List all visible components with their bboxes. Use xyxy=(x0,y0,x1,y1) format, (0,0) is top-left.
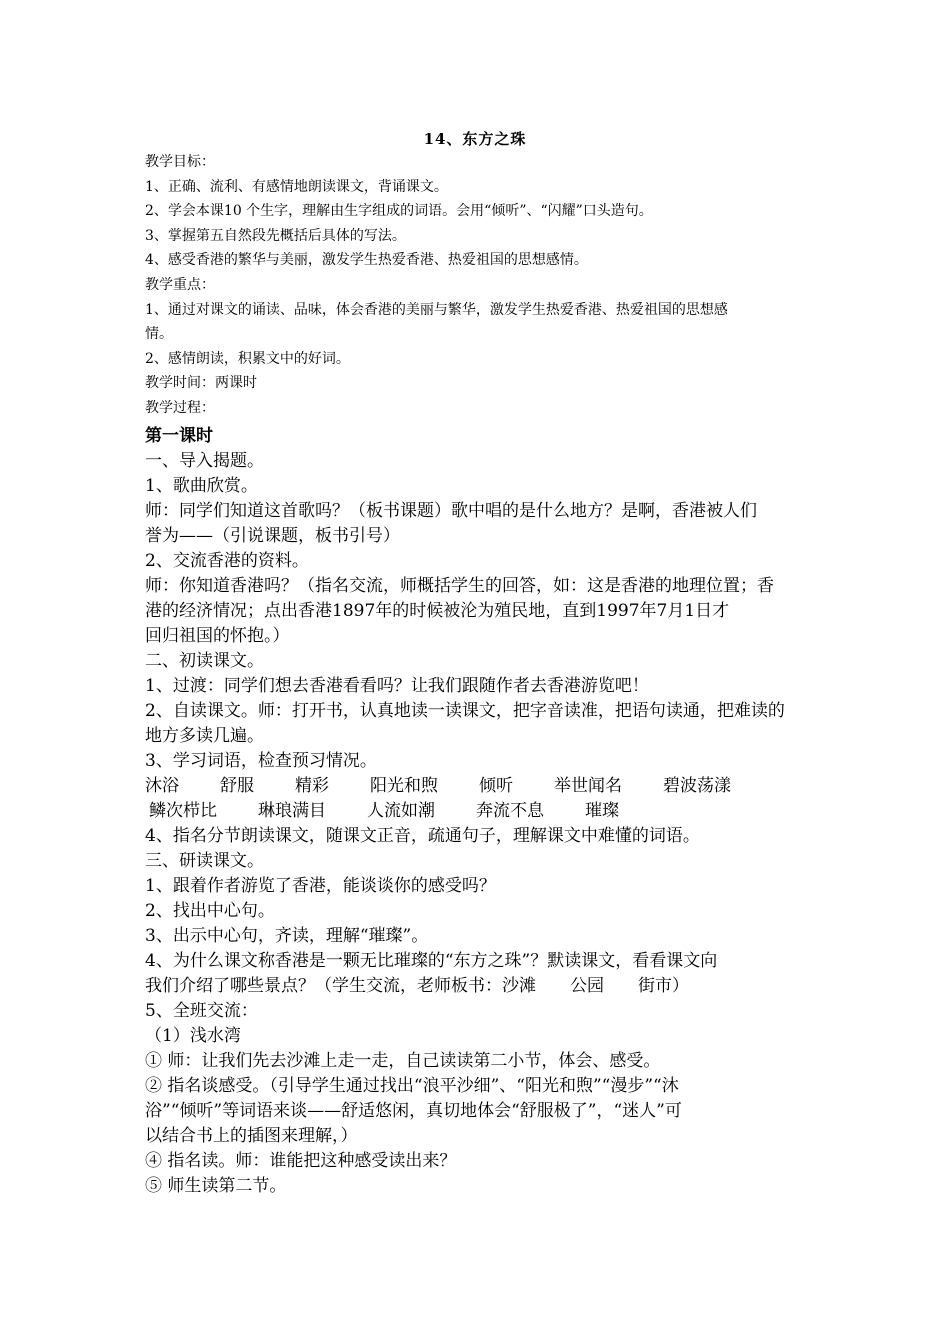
body-line: 二、初读课文。 xyxy=(145,651,264,671)
vocab-word: 倾听 xyxy=(479,776,513,796)
body-line: ① 师：让我们先去沙滩上走一走，自己读读第二小节，体会、感受。 xyxy=(145,1051,661,1071)
intro-line: 2、学会本课10 个生字，理解由生字组成的词语。会用“倾听”、“闪耀”口头造句。 xyxy=(145,203,653,220)
body-line: 浴”“倾听”等词语来谈——舒适悠闲，真切地体会“舒服极了”，“迷人”可 xyxy=(145,1101,682,1121)
vocab-word: 鳞次栉比 xyxy=(149,801,217,821)
lesson-section xyxy=(145,424,810,1199)
body-line: 2、自读课文。师：打开书，认真地读一读课文，把字音读准，把语句读通，把难读的 xyxy=(145,701,785,721)
intro-line: 3、掌握第五自然段先概括后具体的写法。 xyxy=(145,227,406,244)
body-line: 1、过渡：同学们想去香港看看吗？让我们跟随作者去香港游览吧！ xyxy=(145,676,649,696)
body-line: 1、歌曲欣赏。 xyxy=(145,476,258,496)
intro-line: 教学过程： xyxy=(145,399,215,416)
lesson-heading: 第一课时 xyxy=(145,426,213,446)
vocab-word: 琳琅满目 xyxy=(258,801,326,821)
intro-line: 情。 xyxy=(145,326,173,343)
intro-line: 1、通过对课文的诵读、品味，体会香港的美丽与繁华，激发学生热爱香港、热爱祖国的思想感 xyxy=(145,301,728,318)
body-line: 2、交流香港的资料。 xyxy=(145,551,309,571)
body-line: 港的经济情况；点出香港1897年的时候被沦为殖民地，直到1997年7月1日才 xyxy=(145,601,730,621)
intro-line: 教学重点： xyxy=(145,276,215,293)
document-title: 14、东方之珠 xyxy=(423,130,527,148)
intro-line: 1、正确、流利、有感情地朗读课文，背诵课文。 xyxy=(145,178,448,195)
body-line: 3、学习词语，检查预习情况。 xyxy=(145,751,377,771)
body-line: ④ 指名读。师：谁能把这种感受读出来？ xyxy=(145,1151,457,1171)
body-line: ⑤ 师生读第二节。 xyxy=(145,1176,287,1196)
body-line: 3、出示中心句，齐读，理解“璀璨”。 xyxy=(145,926,429,946)
intro-section xyxy=(145,150,810,421)
vocab-word: 奔流不息 xyxy=(476,801,544,821)
vocab-word: 举世闻名 xyxy=(554,776,622,796)
body-line: 1、跟着作者游览了香港，能谈谈你的感受吗？ xyxy=(145,876,496,896)
body-line: 回归祖国的怀抱。） xyxy=(145,626,290,646)
body-line: 地方多读几遍。 xyxy=(145,726,264,746)
body-line: 4、为什么课文称香港是一颗无比璀璨的“东方之珠”？默读课文，看看课文向 xyxy=(145,951,718,971)
body-line: 师：同学们知道这首歌吗？（板书课题）歌中唱的是什么地方？是啊，香港被人们 xyxy=(145,501,757,521)
body-line: 5、全班交流： xyxy=(145,1001,258,1021)
vocab-word: 沐浴 xyxy=(145,776,179,796)
body-line: 三、研读课文。 xyxy=(145,851,264,871)
intro-line: 4、感受香港的繁华与美丽，激发学生热爱香港、热爱祖国的思想感情。 xyxy=(145,252,588,269)
body-line: 誉为——（引说课题，板书引号） xyxy=(145,526,400,546)
body-line: 师：你知道香港吗？（指名交流，师概括学生的回答，如：这是香港的地理位置；香 xyxy=(145,576,774,596)
vocab-row-1 xyxy=(145,774,810,799)
vocab-word: 阳光和煦 xyxy=(370,776,438,796)
vocab-word: 璀璨 xyxy=(585,801,619,821)
body-line: 以结合书上的插图来理解，） xyxy=(145,1126,358,1146)
intro-line: 2、感情朗读，积累文中的好词。 xyxy=(145,350,350,367)
body-line: ② 指名谈感受。（引导学生通过找出“浪平沙细”、“阳光和煦”“漫步”“沐 xyxy=(145,1076,679,1096)
vocab-word: 舒服 xyxy=(220,776,254,796)
body-line: 2、找出中心句。 xyxy=(145,901,275,921)
body-line: 4、指名分节朗读课文，随课文正音，疏通句子，理解课文中难懂的词语。 xyxy=(145,826,700,846)
vocab-word: 精彩 xyxy=(295,776,329,796)
intro-line: 教学目标： xyxy=(145,154,215,170)
body-line: 我们介绍了哪些景点？（学生交流，老师板书：沙滩 公园 街市） xyxy=(145,976,689,996)
intro-line: 教学时间：两课时 xyxy=(145,375,257,392)
body-line: 一、导入揭题。 xyxy=(145,451,264,471)
vocab-row-2 xyxy=(145,799,810,824)
vocab-word: 人流如潮 xyxy=(367,801,435,821)
vocab-word: 碧波荡漾 xyxy=(663,776,731,796)
body-line: （1）浅水湾 xyxy=(145,1026,241,1046)
